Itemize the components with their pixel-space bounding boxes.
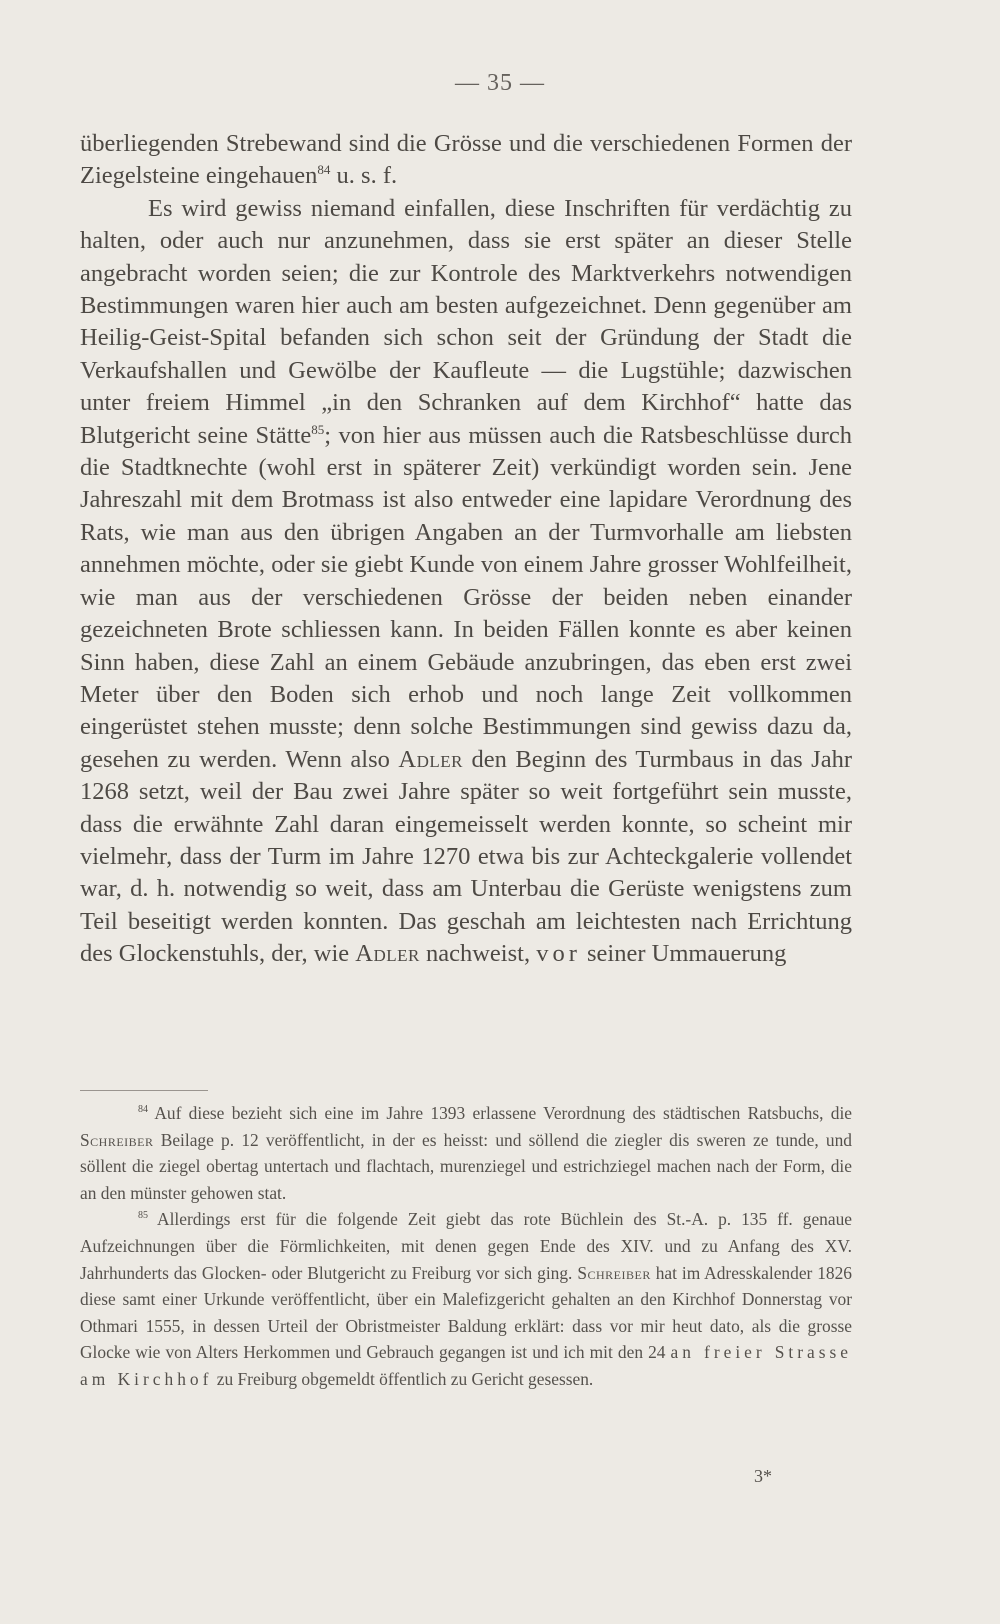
footnote-ref-84: 84 [317, 162, 331, 178]
paragraph-1 [80, 128, 852, 193]
text-segment: Allerdings erst für die folgende Zeit giebt das rote Büchlein des St.-A. p. 135 ff. genaue Aufzeichnungen über die Förmlichkeiten, mit denen gegen Ende des XIV. und zu Anfang des XV. Jahrhunderts das Glocken- oder Blutgericht zu Freiburg vor sich ging. [80, 1209, 852, 1283]
text-segment: zu Freiburg obgemeldt öffentlich zu Gericht gesessen. [212, 1368, 594, 1389]
text-segment: seiner Ummauerung [580, 940, 787, 968]
text-segment: hat im Adresskalender 1826 diese samt einer Urkunde veröffentlicht, über ein Malefizgericht gehalten an den Kirchhof Donnerstag vor Othmari 1555, in dessen Urteil der Obristmeister Baldung erklärt: dass vor mir heut dato, als die grosse Glocke wie von Alters Herkommen und Gebrauch gegangen ist und ich mit den 24 [80, 1262, 853, 1363]
footnote-number: 84 [138, 1104, 148, 1116]
emphasized-text: vor [536, 940, 581, 968]
page-number: — 35 — [455, 70, 545, 96]
footnote-divider [80, 1090, 208, 1091]
author-name: Adler [398, 745, 463, 773]
author-name: Schreiber [577, 1262, 651, 1283]
text-segment: Es wird gewiss niemand einfallen, diese Inschriften für verdächtig zu halten, oder auch nur anzunehmen, dass sie erst später an dieser Stelle angebracht worden seien; die zur Kontrole des Marktverkehrs notwendigen Bestimmungen waren hier auch am besten aufgezeichnet. Denn gegenüber am Heilig-Geist-Spital befanden sich schon seit der Gründung der Stadt die Verkaufshallen und Gewölbe der Kaufleute — die Lugstühle; dazwischen unter freiem Himmel „in den Schranken auf dem Kirchhof“ hatte das Blutgericht seine Stätte [80, 194, 852, 449]
author-name: Adler [355, 940, 420, 968]
footnote-84 [80, 1100, 852, 1206]
paragraph-2 [80, 193, 852, 971]
text-segment: überliegenden Strebewand sind die Grösse und die verschiedenen Formen der Ziegelsteine eingehauen [80, 130, 852, 190]
footnote-85 [80, 1206, 852, 1392]
body-text [80, 128, 852, 971]
text-segment: u. s. f. [330, 162, 398, 190]
text-segment: den Beginn des Turmbaus in das Jahr 1268 setzt, weil der Bau zwei Jahre später so weit fortgeführt sein musste, dass die erwähnte Zahl daran eingemeisselt werden konnte, so scheint mir vielmehr, dass der Turm im Jahre 1270 etwa bis zur Achteckgalerie vollendet war, d. h. notwendig so weit, dass am Unterbau die Gerüste wenigstens zum Teil beseitigt werden konnten. Das geschah am leichtesten nach Errichtung des Glockenstuhls, der, wie [80, 745, 853, 968]
text-segment: nachweist, [419, 940, 537, 968]
text-segment: Auf diese bezieht sich eine im Jahre 1393 erlassene Verordnung des städtischen Ratsbuchs, die [148, 1103, 852, 1123]
emphasized-text: an freier Strasse am Kirchhof [80, 1342, 852, 1389]
footnote-number: 85 [138, 1210, 148, 1222]
signature-mark: 3* [754, 1466, 772, 1486]
text-segment: Beilage p. 12 veröffentlicht, in der es heisst: und söllend die ziegler dis sweren ze tunde, und söllent die ziegel obertag untertach und flachtach, murenziegel und estrichziegel machen nach der Form, die an den münster gehowen stat. [80, 1129, 852, 1203]
footnotes [80, 1100, 852, 1393]
text-segment: ; von hier aus müssen auch die Ratsbeschlüsse durch die Stadtknechte (wohl erst in späterer Zeit) verkündigt worden sein. Jene Jahreszahl mit dem Brotmass ist also entweder eine lapidare Verordnung des Rats, wie man aus den übrigen Angaben an der Turmvorhalle am liebsten annehmen möchte, oder sie giebt Kunde von einem Jahre grosser Wohlfeilheit, wie man aus der verschiedenen Grösse der beiden neben einander gezeichneten Brote schliessen kann. In beiden Fällen konnte es aber keinen Sinn haben, diese Zahl an einem Gebäude anzubringen, das eben erst zwei Meter über den Boden sich erhob und noch lange Zeit vollkommen eingerüstet stehen musste; denn solche Bestimmungen sind gewiss dazu da, gesehen zu werden. Wenn also [80, 421, 852, 773]
author-name: Schreiber [80, 1129, 154, 1150]
footnote-ref-85: 85 [311, 421, 325, 437]
